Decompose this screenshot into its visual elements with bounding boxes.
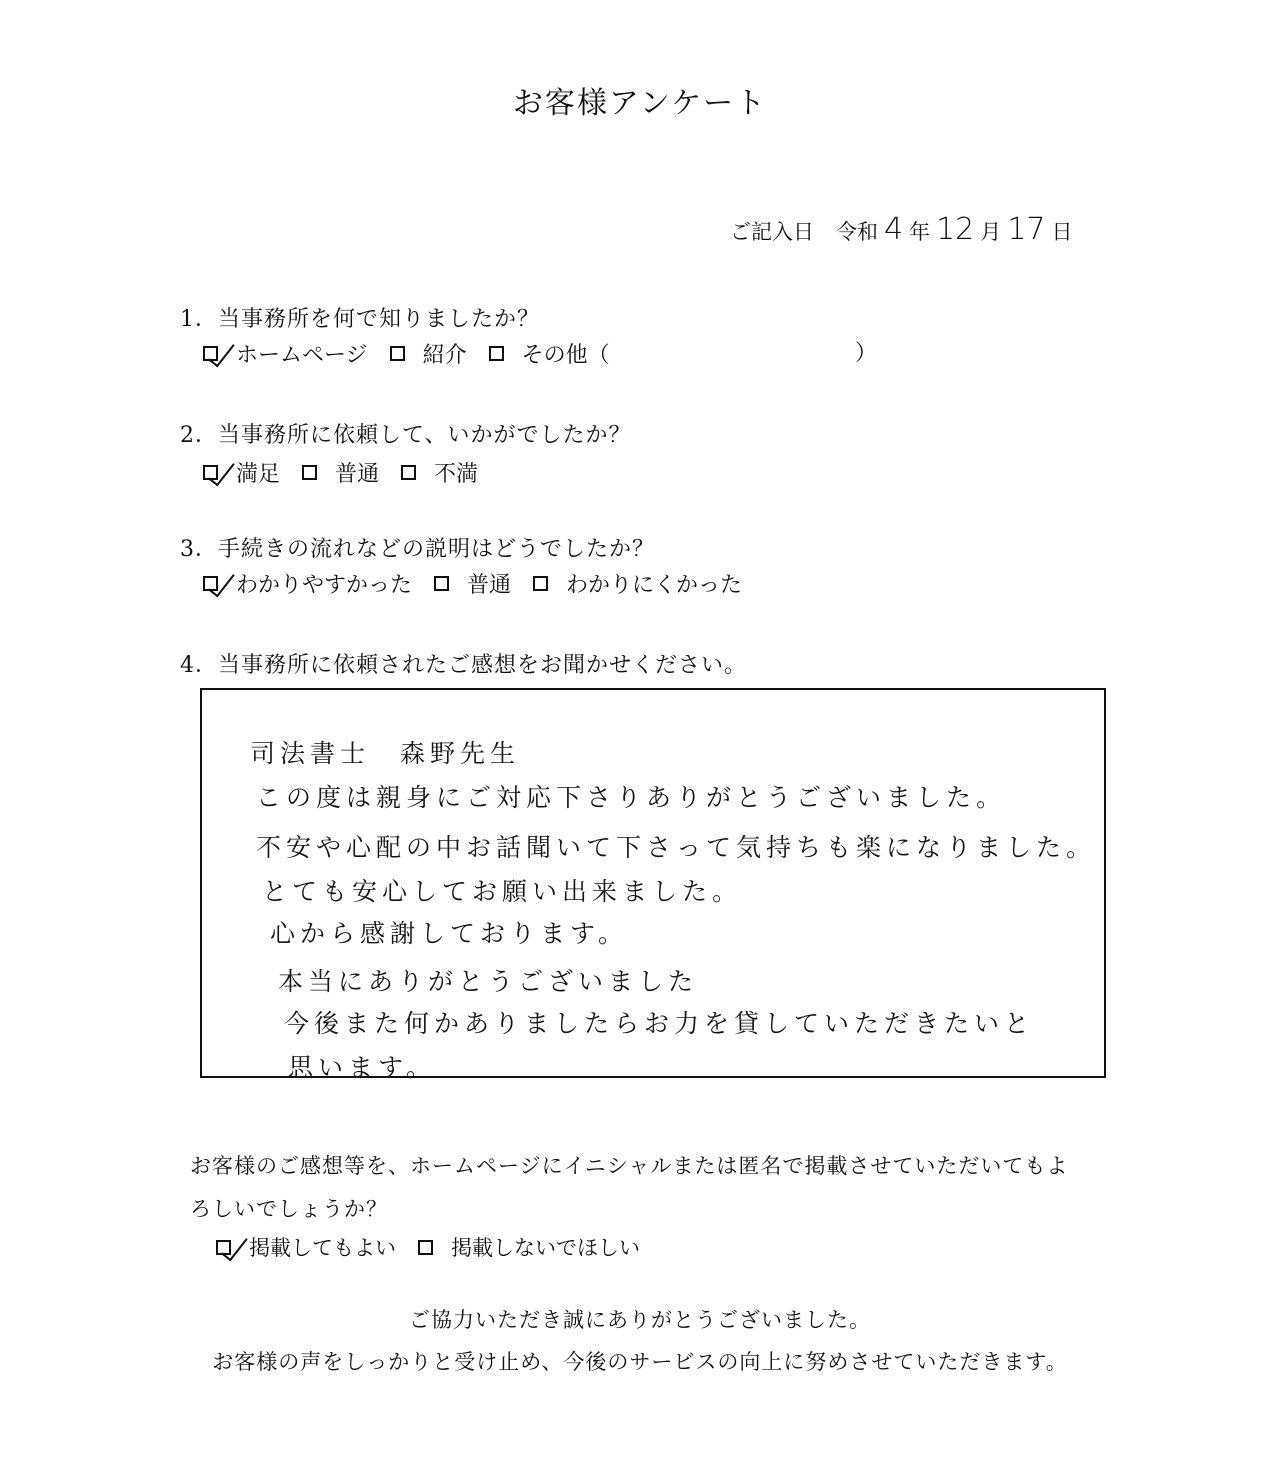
- comment-line: 不安や心配の中お話聞いて下さって気持ちも楽になりました。: [256, 833, 1097, 862]
- checkbox-icon[interactable]: [533, 576, 548, 591]
- date-month-unit: 月: [980, 220, 1002, 244]
- date-month[interactable]: 12: [936, 212, 975, 247]
- q2-option-dissatisfied[interactable]: 不満: [401, 457, 478, 488]
- checkbox-icon[interactable]: [418, 1240, 433, 1255]
- checkbox-icon[interactable]: [434, 576, 449, 591]
- page-title: お客様アンケート: [512, 86, 768, 121]
- q1-option-referral[interactable]: 紹介: [390, 338, 467, 369]
- comment-line: とても安心してお願い出来ました。: [262, 877, 743, 906]
- publish-options: [216, 1232, 662, 1262]
- checkbox-icon[interactable]: [489, 346, 504, 361]
- date-year-unit: 年: [909, 220, 931, 244]
- q3-option-easy[interactable]: わかりやすかった: [203, 568, 412, 599]
- comment-line: 本当にありがとうございました: [278, 967, 699, 996]
- checkbox-icon[interactable]: [302, 465, 317, 480]
- entry-date: [730, 212, 1072, 247]
- footer-thanks: ご協力いただき誠にありがとうございました。: [409, 1308, 871, 1332]
- date-day-unit: 日: [1051, 220, 1073, 244]
- publish-question-line-1: お客様のご感想等を、ホームページにイニシャルまたは匿名で掲載させていただいてもよ: [190, 1154, 1069, 1178]
- checkbox-checked-icon[interactable]: [203, 576, 218, 591]
- checkbox-icon[interactable]: [390, 346, 405, 361]
- comment-line: この度は親身にご対応下さりありがとうございました。: [256, 783, 1007, 812]
- comment-line: 心から感謝しております。: [270, 919, 629, 948]
- checkbox-checked-icon[interactable]: [203, 465, 218, 480]
- checkbox-icon[interactable]: [401, 465, 416, 480]
- footer-message: お客様の声をしっかりと受け止め、今後のサービスの向上に努めさせていただきます。: [212, 1350, 1068, 1374]
- publish-option-no[interactable]: 掲載しないでほしい: [418, 1232, 640, 1262]
- q1-option-other[interactable]: その他（: [489, 338, 610, 369]
- question-4: 4．当事務所に依頼されたご感想をお聞かせください。: [180, 653, 747, 678]
- question-1: 1．当事務所を何で知りましたか？: [180, 307, 540, 332]
- date-era: 令和: [836, 220, 878, 244]
- question-2-options: [203, 457, 500, 488]
- question-3-options: [203, 568, 764, 599]
- q3-option-normal[interactable]: 普通: [434, 568, 511, 599]
- date-label: ご記入日: [730, 220, 814, 244]
- publish-question-line-2: ろしいでしょうか？: [190, 1197, 388, 1221]
- question-3: 3．手続きの流れなどの説明はどうでしたか？: [180, 537, 655, 562]
- date-year[interactable]: 4: [884, 212, 904, 247]
- question-1-options: [203, 338, 632, 369]
- comment-line: 今後また何かありましたらお力を貸していただきたいと: [284, 1009, 1035, 1038]
- checkbox-checked-icon[interactable]: [203, 346, 218, 361]
- question-2: 2．当事務所に依頼して、いかがでしたか？: [180, 423, 632, 448]
- q2-option-satisfied[interactable]: 満足: [203, 457, 280, 488]
- q3-option-hard[interactable]: わかりにくかった: [533, 568, 742, 599]
- q2-option-normal[interactable]: 普通: [302, 457, 379, 488]
- q1-option-homepage[interactable]: ホームページ: [203, 338, 368, 369]
- comment-line: 思います。: [288, 1053, 437, 1082]
- checkbox-checked-icon[interactable]: [216, 1240, 231, 1255]
- q1-other-close-paren: ）: [855, 341, 878, 366]
- date-day[interactable]: 17: [1007, 212, 1046, 247]
- publish-option-yes[interactable]: 掲載してもよい: [216, 1232, 396, 1262]
- comment-line: 司法書士 森野先生: [250, 739, 521, 768]
